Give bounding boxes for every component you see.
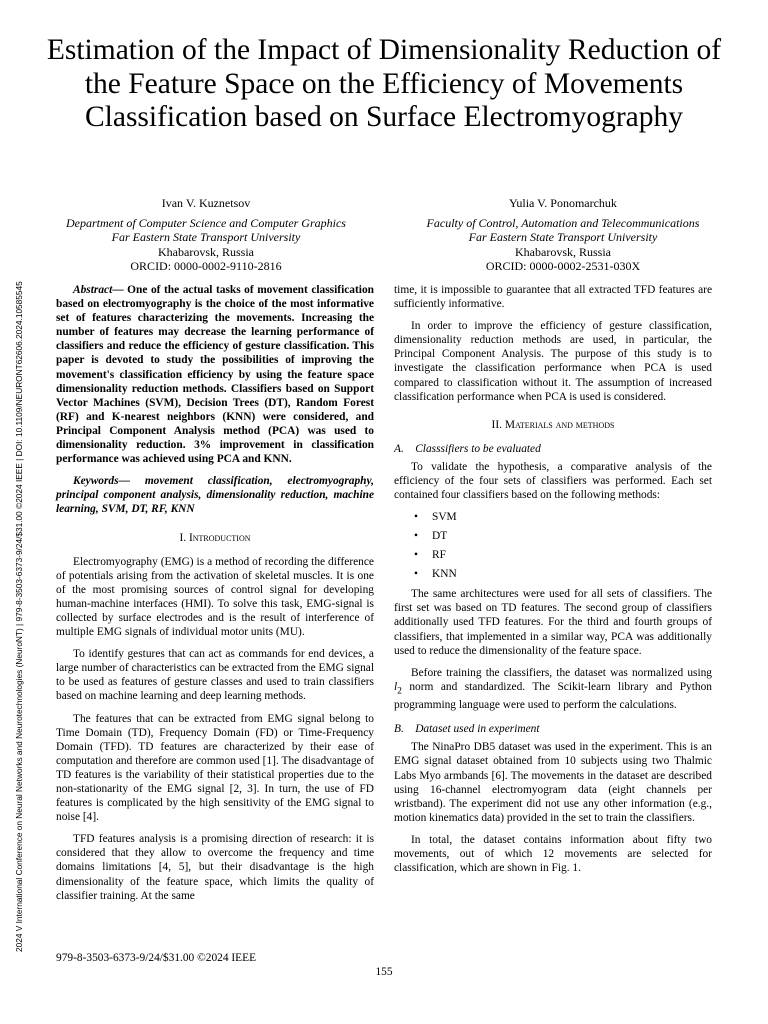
footer-copyright: 979-8-3503-6373-9/24/$31.00 ©2024 IEEE [56,952,257,964]
paragraph: The features that can be extracted from EMG signal belong to Time Domain (TD), Frequency Domain (FD) or Time-Frequency Domain (TFD). TD features are characterized by their ease of computation and therefore are common used [1]. The disadvantage of TD features is the variability of their statistical properties due to the non-stationarity of the EMG signal [2, 3]. In turn, the use of FD features is complicated by the high sensitivity of the EMG signal to noise [4]. [56,712,374,824]
bullet-icon: • [414,530,418,543]
author-university: Far Eastern State Transport University [111,230,301,244]
subsection-heading-dataset: B. Dataset used in experiment [394,723,540,736]
section-heading-introduction: I. Introduction [179,531,251,544]
author-orcid: ORCID: 0000-0002-9110-2816 [130,259,282,273]
paragraph: To validate the hypothesis, a comparative analysis of the efficiency of the four sets of classifiers was performed. Each set contained four classifiers based on the following methods: [394,460,712,502]
list-item: • RF [414,549,446,562]
bullet-icon: • [414,568,418,581]
bullet-icon: • [414,549,418,562]
paragraph: In order to improve the efficiency of gesture classification, dimensionality reduction methods are used, in particular, the Principal Component Analysis. The purpose of this study is to investigate the classification performance when PCA is used compared to classification without it. The assumption of increased classification performance when PCA is used is considered. [394,320,712,403]
bullet-icon: • [414,511,418,524]
author-orcid: ORCID: 0000-0002-2531-030X [485,259,641,273]
author-department: Faculty of Control, Automation and Telecommunications [426,215,700,230]
keywords: Keywords— movement classification, electromyography, principal component analysis, dimensionality reduction, machine learning, SVM, DT, RF, KNN [56,475,374,516]
conference-side-note: 2024 V International Conference on Neural Networks and Neurotechnologies (NeuroNT) | 979-8-3503-6373-9/24/$31.00 ©2024 IEEE | DOI: 10.1109/NEURONT62606.2024.10585545 [14,281,24,952]
right-column [394,283,712,883]
author-name: Yulia V. Ponomarchuk [509,196,617,210]
paragraph: The same architectures were used for all sets of classifiers. The first set was based on TD features. The second group of classifiers additionally used TFD features. For the third and fourth groups of classifiers, that implemented in a similar way, PCA was additionally used to reduce the dimensionality of the feature space. [394,588,712,657]
classifier-list [394,510,712,581]
left-column [56,283,374,911]
list-item: • SVM [414,511,457,524]
subsection-heading-classifiers: A. Classsifiers to be evaluated [394,442,541,455]
paragraph: Before training the classifiers, the dataset was normalized using $l_2$ norm and standardized. The Scikit-learn library and Python programming language were used to perform the calculations. [394,666,712,712]
author-city: Khabarovsk, Russia [515,244,611,259]
author-department: Department of Computer Science and Computer Graphics [66,215,346,230]
paragraph: Electromyography (EMG) is a method of recording the difference of potentials arising from the activation of skeletal muscles. It is one of the most promising sources of control signal for developing human-machine interfaces (HMI). To solve this task, EMG-signal is collected by surface electrodes and is the result of interference of multiple EMG signals of individual motor units (MU). [56,555,374,639]
paragraph: TFD features analysis is a promising direction of research: it is considered that they allow to overcome the frequency and time domains limitations [4, 5], but their disadvantage is the high dimensionality of the feature space, which limits the quality of classifier training. At the same [56,833,374,902]
abstract: Abstract— One of the actual tasks of movement classification based on electromyography is the choice of the most informative set of features characterizing the movements. Increasing the number of features may decrease the learning performance of classifiers and reduce the efficiency of gesture classification. This paper is devoted to study the possibilities of improving the movement's classification efficiency by using the feature space dimensionality reduction methods. Classifiers based on Support Vector Machines (SVM), Decision Trees (DT), Random Forest (RF) and K-nearest neighbors (KNN) were considered, and Principal Component Analysis method (PCA) was used to dimensionality reduction. 3% improvement in classification performance was achieved using PCA and KNN. [56,284,374,466]
page-number: 155 [375,966,393,978]
author-city: Khabarovsk, Russia [158,244,254,259]
author-university: Far Eastern State Transport University [468,230,658,244]
paragraph: To identify gestures that can act as commands for end devices, a large number of characteristics can be extracted from the EMG signal to be used as features of gesture classes and used to train classifiers based on machine learning and deep learning methods. [56,648,374,703]
paper-title: Estimation of the Impact of Dimensionality Reduction of the Feature Space on the Efficiency of Movements Classification based on Surface Electromyography [46,34,722,133]
paragraph: time, it is impossible to guarantee that all extracted TFD features are sufficiently informative. [394,284,712,311]
paragraph: The NinaPro DB5 dataset was used in the experiment. This is an EMG signal dataset obtained from 10 subjects using two Thalmic Labs Myo armbands [6]. The movements in the dataset are described using 16-channel electromyogram data (eight channels per wristband). The experiment did not use any other information (e.g., motion kinematics data) provided in the set to train the classifiers. [394,741,712,824]
author-name: Ivan V. Kuznetsov [161,196,251,210]
paragraph: In total, the dataset contains information about fifty two movements, out of which 12 movements are selected for classification, which are shown in Fig. 1. [394,833,712,875]
list-item: • DT [414,530,448,543]
section-heading-materials: II. Materials and methods [491,418,615,431]
author-block-1 [41,196,371,274]
author-block-2 [398,196,728,274]
list-item: • KNN [414,568,457,581]
